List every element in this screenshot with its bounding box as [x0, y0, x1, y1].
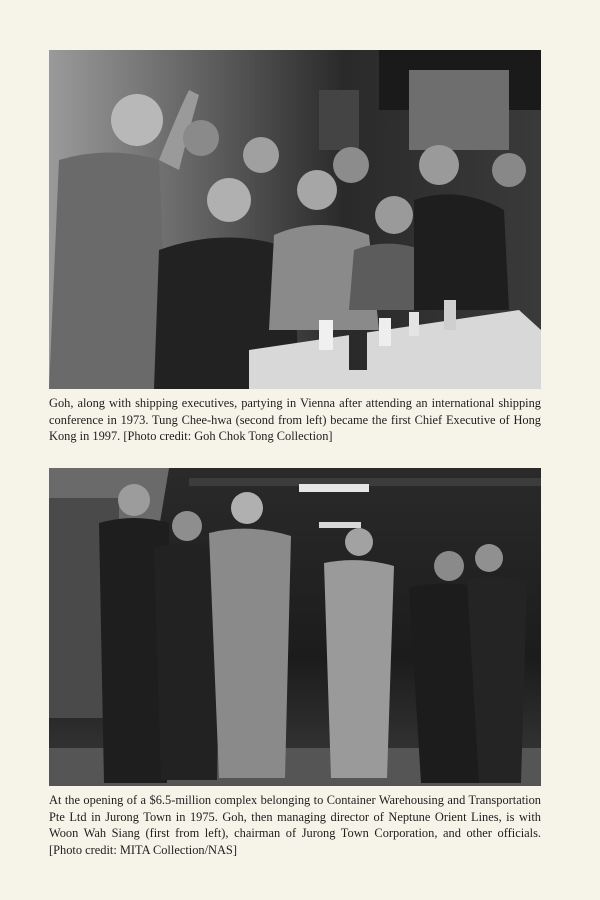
photo-caption-1: Goh, along with shipping executives, partying in Vienna after attending an international shipping conference in 1973. Tung Chee-hwa (second from left) became the first Chief Executive of Hong Kong in 1997. [Photo credit: Goh Chok Tong Collection] — [49, 396, 541, 443]
ceremony-photo — [49, 468, 541, 786]
party-photo-image — [49, 50, 541, 389]
ceremony-photo-image — [49, 468, 541, 786]
party-photo — [49, 50, 541, 389]
photo-caption-2: At the opening of a $6.5-million complex belonging to Container Warehousing and Transportation Pte Ltd in Jurong Town in 1975. Goh, then managing director of Neptune Orient Lines, is with Woon Wah Siang (first from left), chairman of Jurong Town Corporation, and other officials. [Photo credit: MITA Collection/NAS] — [49, 793, 541, 857]
